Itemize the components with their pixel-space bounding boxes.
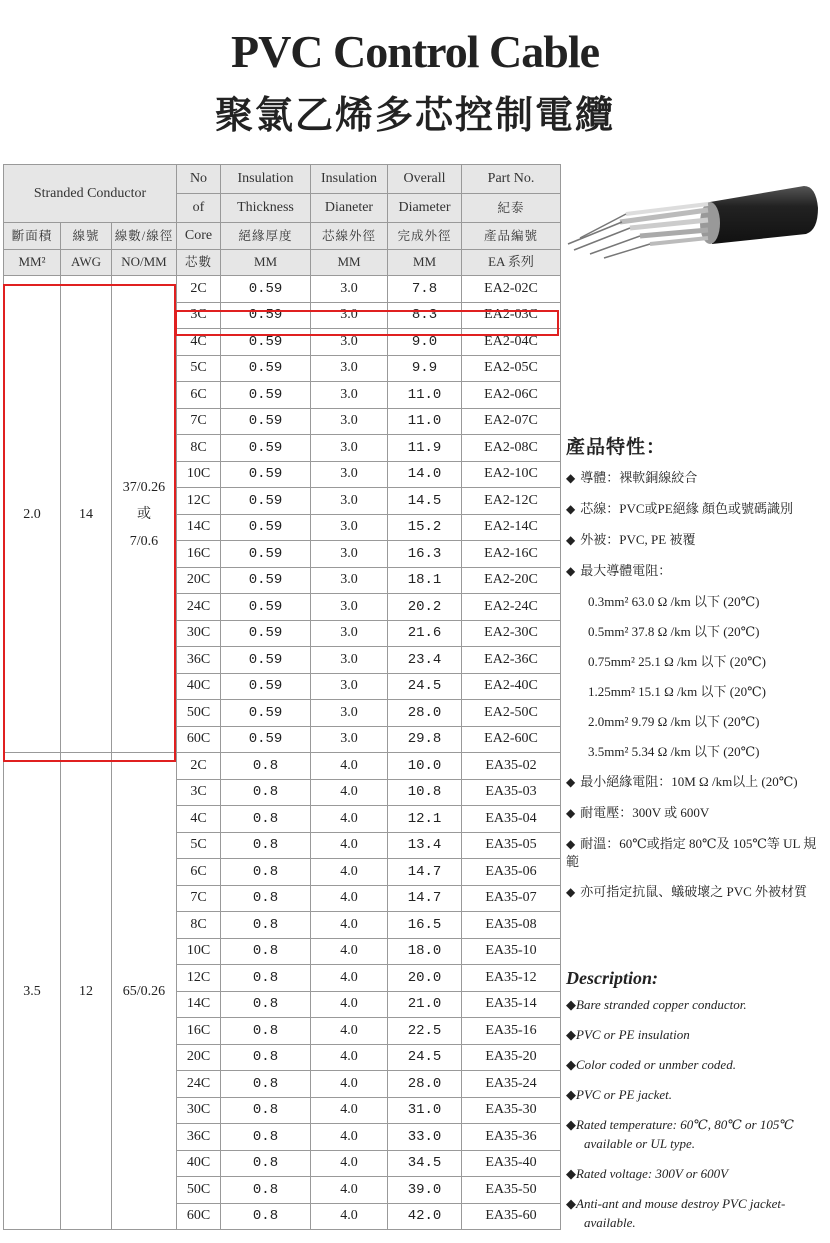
diamond-bullet-icon: ◆ <box>566 1027 576 1042</box>
cable-cross-section-icon <box>560 164 826 268</box>
cell-ins-thickness: 0.59 <box>221 620 311 647</box>
header-no: No <box>177 165 221 194</box>
cell-overall-diameter: 14.0 <box>388 461 462 488</box>
cell-ins-diameter: 3.0 <box>311 355 388 382</box>
cell-ins-diameter: 3.0 <box>311 726 388 753</box>
cell-ins-diameter: 3.0 <box>311 673 388 700</box>
diamond-bullet-icon: ◆ <box>566 1057 576 1072</box>
cell-part-no: EA35-07 <box>462 885 561 912</box>
cell-core: 36C <box>177 647 221 674</box>
cell-ins-thickness: 0.59 <box>221 514 311 541</box>
cell-ins-thickness: 0.8 <box>221 912 311 939</box>
header-unit-mm-overall: MM <box>388 249 462 276</box>
cell-core: 3C <box>177 779 221 806</box>
cell-part-no: EA2-20C <box>462 567 561 594</box>
cell-core: 16C <box>177 1018 221 1045</box>
cell-ins-diameter: 3.0 <box>311 329 388 356</box>
feature-item-text: 芯線：PVC或PE絕緣 顏色或號碼識別 <box>580 501 793 516</box>
cell-core: 8C <box>177 435 221 462</box>
cell-overall-diameter: 18.0 <box>388 938 462 965</box>
diamond-bullet-icon: ◆ <box>566 564 576 578</box>
cell-ins-thickness: 0.59 <box>221 302 311 329</box>
cell-overall-diameter: 14.7 <box>388 885 462 912</box>
cell-ins-thickness: 0.59 <box>221 276 311 303</box>
feature-item <box>566 804 828 822</box>
header-core: Core <box>177 223 221 250</box>
feature-item <box>566 883 828 901</box>
cell-part-no: EA2-60C <box>462 726 561 753</box>
cell-ins-diameter: 4.0 <box>311 1097 388 1124</box>
header-unit-core: 芯數 <box>177 249 221 276</box>
cell-ins-diameter: 3.0 <box>311 488 388 515</box>
cell-ins-diameter: 4.0 <box>311 885 388 912</box>
cell-ins-thickness: 0.8 <box>221 753 311 780</box>
cell-overall-diameter: 29.8 <box>388 726 462 753</box>
cell-core: 12C <box>177 965 221 992</box>
cell-core: 50C <box>177 700 221 727</box>
cell-ins-diameter: 3.0 <box>311 620 388 647</box>
cell-ins-diameter: 4.0 <box>311 859 388 886</box>
cell-core: 6C <box>177 382 221 409</box>
description-item-text: Anti-ant and mouse destroy PVC jacket-available. <box>576 1196 786 1230</box>
cell-core: 60C <box>177 726 221 753</box>
cell-core: 50C <box>177 1177 221 1204</box>
cell-overall-diameter: 15.2 <box>388 514 462 541</box>
cell-ins-diameter: 3.0 <box>311 567 388 594</box>
diamond-bullet-icon: ◆ <box>566 997 576 1012</box>
cell-ins-diameter: 4.0 <box>311 832 388 859</box>
resistance-item-text: 1.25mm² 15.1 Ω /km 以下 (20℃) <box>588 684 766 699</box>
strand-line: 37/0.26 <box>122 479 166 495</box>
cell-part-no: EA35-05 <box>462 832 561 859</box>
diamond-bullet-icon: ◆ <box>566 1087 576 1102</box>
cell-ins-thickness: 0.8 <box>221 1071 311 1098</box>
cell-overall-diameter: 14.7 <box>388 859 462 886</box>
cell-core: 14C <box>177 991 221 1018</box>
resistance-item-text: 2.0mm² 9.79 Ω /km 以下 (20℃) <box>588 714 760 729</box>
cell-area: 3.5 <box>4 753 61 1230</box>
cell-core: 8C <box>177 912 221 939</box>
cell-core: 36C <box>177 1124 221 1151</box>
cell-ins-diameter: 3.0 <box>311 382 388 409</box>
cell-core: 10C <box>177 461 221 488</box>
feature-item-text: 外被：PVC, PE 被覆 <box>580 532 696 547</box>
cell-core: 16C <box>177 541 221 568</box>
cell-overall-diameter: 28.0 <box>388 700 462 727</box>
cell-overall-diameter: 14.5 <box>388 488 462 515</box>
header-part-2: 紀泰 <box>462 194 561 223</box>
header-stranded: Stranded Conductor <box>4 165 177 223</box>
cell-ins-diameter: 3.0 <box>311 647 388 674</box>
cell-core: 2C <box>177 753 221 780</box>
cell-ins-diameter: 4.0 <box>311 938 388 965</box>
header-unit-awg: AWG <box>61 249 112 276</box>
header-unit-mm-thick: MM <box>221 249 311 276</box>
diamond-bullet-icon: ◆ <box>566 533 576 547</box>
cell-part-no: EA2-50C <box>462 700 561 727</box>
resistance-item-text: 0.3mm² 63.0 Ω /km 以下 (20℃) <box>588 594 760 609</box>
header-zh-strands: 線數/線徑 <box>112 223 177 250</box>
cell-core: 60C <box>177 1203 221 1230</box>
cell-ins-diameter: 3.0 <box>311 302 388 329</box>
cell-part-no: EA35-50 <box>462 1177 561 1204</box>
cell-ins-diameter: 3.0 <box>311 276 388 303</box>
cell-core: 3C <box>177 302 221 329</box>
feature-item-text: 耐電壓：300V 或 600V <box>580 805 710 820</box>
header-zh-gauge: 線號 <box>61 223 112 250</box>
cell-core: 14C <box>177 514 221 541</box>
diamond-bullet-icon: ◆ <box>566 775 576 789</box>
description-item <box>566 1025 828 1044</box>
header-overall-1: Overall <box>388 165 462 194</box>
description-item-text: Bare stranded copper conductor. <box>576 997 747 1012</box>
cell-ins-diameter: 4.0 <box>311 1203 388 1230</box>
cell-ins-diameter: 3.0 <box>311 514 388 541</box>
resistance-item <box>566 683 828 700</box>
cell-core: 30C <box>177 620 221 647</box>
cell-ins-diameter: 4.0 <box>311 1124 388 1151</box>
resistance-item <box>566 593 828 610</box>
cell-core: 12C <box>177 488 221 515</box>
cell-core: 24C <box>177 1071 221 1098</box>
cell-ins-diameter: 3.0 <box>311 435 388 462</box>
header-unit-ea: EA 系列 <box>462 249 561 276</box>
cell-part-no: EA35-02 <box>462 753 561 780</box>
feature-item-text: 最大導體電阻： <box>580 563 672 578</box>
cell-part-no: EA2-02C <box>462 276 561 303</box>
cell-ins-thickness: 0.8 <box>221 859 311 886</box>
strand-line: 或 <box>137 506 151 522</box>
cell-part-no: EA35-16 <box>462 1018 561 1045</box>
cell-part-no: EA2-16C <box>462 541 561 568</box>
cell-ins-thickness: 0.59 <box>221 329 311 356</box>
strand-line: 7/0.6 <box>129 533 159 549</box>
cell-part-no: EA35-40 <box>462 1150 561 1177</box>
header-unit-nomm: NO/MM <box>112 249 177 276</box>
cell-part-no: EA2-14C <box>462 514 561 541</box>
cell-awg: 14 <box>61 276 112 753</box>
cell-part-no: EA2-12C <box>462 488 561 515</box>
cell-part-no: EA35-06 <box>462 859 561 886</box>
cell-part-no: EA35-24 <box>462 1071 561 1098</box>
cell-part-no: EA35-10 <box>462 938 561 965</box>
cell-ins-diameter: 4.0 <box>311 965 388 992</box>
cell-core: 40C <box>177 1150 221 1177</box>
cell-core: 5C <box>177 355 221 382</box>
description-item-text: PVC or PE jacket. <box>576 1087 673 1102</box>
cell-overall-diameter: 20.2 <box>388 594 462 621</box>
cell-ins-diameter: 4.0 <box>311 806 388 833</box>
cell-core: 7C <box>177 408 221 435</box>
cell-ins-diameter: 3.0 <box>311 541 388 568</box>
description-item <box>566 1085 828 1104</box>
description-item <box>566 1055 828 1074</box>
cell-ins-thickness: 0.59 <box>221 488 311 515</box>
cell-ins-thickness: 0.59 <box>221 567 311 594</box>
diamond-bullet-icon: ◆ <box>566 885 576 899</box>
cell-core: 20C <box>177 1044 221 1071</box>
cell-overall-diameter: 33.0 <box>388 1124 462 1151</box>
cell-part-no: EA35-20 <box>462 1044 561 1071</box>
cell-part-no: EA2-30C <box>462 620 561 647</box>
header-overall-2: Diameter <box>388 194 462 223</box>
cell-ins-diameter: 4.0 <box>311 779 388 806</box>
cell-ins-diameter: 4.0 <box>311 753 388 780</box>
feature-item-text: 耐溫：60℃或指定 80℃及 105℃等 UL 規範 <box>566 836 817 869</box>
cell-part-no: EA2-10C <box>462 461 561 488</box>
spec-table <box>3 164 561 1230</box>
cell-core: 30C <box>177 1097 221 1124</box>
description-item <box>566 1194 828 1232</box>
feature-item <box>566 835 828 870</box>
cell-ins-diameter: 4.0 <box>311 1150 388 1177</box>
feature-item-text: 亦可指定抗鼠、蟻破壞之 PVC 外被材質 <box>580 884 808 899</box>
cell-part-no: EA2-03C <box>462 302 561 329</box>
cell-core: 6C <box>177 859 221 886</box>
resistance-item <box>566 653 828 670</box>
cell-core: 4C <box>177 329 221 356</box>
cell-overall-diameter: 10.8 <box>388 779 462 806</box>
cell-ins-thickness: 0.8 <box>221 885 311 912</box>
cell-core: 2C <box>177 276 221 303</box>
cell-overall-diameter: 8.3 <box>388 302 462 329</box>
cell-overall-diameter: 16.5 <box>388 912 462 939</box>
features-section <box>566 432 828 914</box>
header-ins-thick-1: Insulation <box>221 165 311 194</box>
cell-part-no: EA35-36 <box>462 1124 561 1151</box>
cell-strands: 65/0.26 <box>112 753 177 1230</box>
description-item-text: Rated voltage: 300V or 600V <box>576 1166 729 1181</box>
diamond-bullet-icon: ◆ <box>566 471 576 485</box>
cell-ins-diameter: 3.0 <box>311 408 388 435</box>
cell-ins-diameter: 4.0 <box>311 1044 388 1071</box>
cell-overall-diameter: 24.5 <box>388 1044 462 1071</box>
cell-ins-thickness: 0.59 <box>221 382 311 409</box>
resistance-item <box>566 713 828 730</box>
cell-ins-thickness: 0.8 <box>221 1177 311 1204</box>
header-of: of <box>177 194 221 223</box>
cell-part-no: EA2-08C <box>462 435 561 462</box>
header-zh-overall: 完成外徑 <box>388 223 462 250</box>
feature-item <box>566 469 828 487</box>
page-subtitle: 聚氯乙烯多芯控制電纜 <box>214 95 615 137</box>
cell-part-no: EA2-36C <box>462 647 561 674</box>
cell-overall-diameter: 18.1 <box>388 567 462 594</box>
description-section <box>566 968 828 1243</box>
header-zh-area: 斷面積 <box>4 223 61 250</box>
feature-item <box>566 500 828 518</box>
cell-ins-thickness: 0.59 <box>221 647 311 674</box>
cell-part-no: EA2-07C <box>462 408 561 435</box>
cell-ins-thickness: 0.8 <box>221 1203 311 1230</box>
diamond-bullet-icon: ◆ <box>566 806 576 820</box>
feature-item-text: 導體：裸軟銅線絞合 <box>580 470 698 485</box>
cell-ins-thickness: 0.8 <box>221 1044 311 1071</box>
cell-part-no: EA2-24C <box>462 594 561 621</box>
cell-overall-diameter: 9.9 <box>388 355 462 382</box>
cell-ins-thickness: 0.8 <box>221 1097 311 1124</box>
cell-part-no: EA2-06C <box>462 382 561 409</box>
cell-ins-diameter: 3.0 <box>311 700 388 727</box>
diamond-bullet-icon: ◆ <box>566 837 576 851</box>
page-title: PVC Control Cable <box>230 26 600 77</box>
cell-overall-diameter: 12.1 <box>388 806 462 833</box>
feature-item <box>566 562 828 580</box>
cell-overall-diameter: 21.0 <box>388 991 462 1018</box>
diamond-bullet-icon: ◆ <box>566 1117 576 1132</box>
description-item-text: PVC or PE insulation <box>576 1027 690 1042</box>
cell-overall-diameter: 11.9 <box>388 435 462 462</box>
description-item <box>566 1164 828 1183</box>
cell-part-no: EA35-60 <box>462 1203 561 1230</box>
cell-ins-diameter: 4.0 <box>311 1071 388 1098</box>
cell-core: 7C <box>177 885 221 912</box>
cell-part-no: EA2-40C <box>462 673 561 700</box>
cell-part-no: EA35-12 <box>462 965 561 992</box>
cell-ins-thickness: 0.8 <box>221 1124 311 1151</box>
cell-core: 40C <box>177 673 221 700</box>
cell-ins-diameter: 3.0 <box>311 594 388 621</box>
diamond-bullet-icon: ◆ <box>566 502 576 516</box>
cell-ins-thickness: 0.59 <box>221 541 311 568</box>
header-unit-mm-ins: MM <box>311 249 388 276</box>
diamond-bullet-icon: ◆ <box>566 1166 576 1181</box>
feature-item <box>566 773 828 791</box>
cell-ins-thickness: 0.8 <box>221 991 311 1018</box>
description-item-text: Rated temperature: 60℃, 80℃ or 105℃ available or UL type. <box>576 1117 794 1151</box>
cell-awg: 12 <box>61 753 112 1230</box>
cell-part-no: EA35-14 <box>462 991 561 1018</box>
cell-ins-thickness: 0.59 <box>221 408 311 435</box>
cell-overall-diameter: 39.0 <box>388 1177 462 1204</box>
cell-ins-thickness: 0.8 <box>221 938 311 965</box>
cell-overall-diameter: 7.8 <box>388 276 462 303</box>
cell-ins-thickness: 0.8 <box>221 779 311 806</box>
cell-overall-diameter: 13.4 <box>388 832 462 859</box>
cell-ins-thickness: 0.8 <box>221 832 311 859</box>
cell-ins-thickness: 0.59 <box>221 355 311 382</box>
header-unit-mm2: MM² <box>4 249 61 276</box>
cell-ins-thickness: 0.8 <box>221 806 311 833</box>
cell-ins-thickness: 0.8 <box>221 1018 311 1045</box>
resistance-item-text: 0.75mm² 25.1 Ω /km 以下 (20℃) <box>588 654 766 669</box>
cell-overall-diameter: 28.0 <box>388 1071 462 1098</box>
cell-ins-thickness: 0.59 <box>221 461 311 488</box>
cell-core: 5C <box>177 832 221 859</box>
cell-part-no: EA35-30 <box>462 1097 561 1124</box>
feature-item-text: 最小絕緣電阻：10M Ω /km以上 (20℃) <box>580 774 798 789</box>
cell-ins-thickness: 0.59 <box>221 673 311 700</box>
resistance-item <box>566 623 828 640</box>
cell-overall-diameter: 16.3 <box>388 541 462 568</box>
cell-overall-diameter: 20.0 <box>388 965 462 992</box>
header-zh-ins-dia: 芯線外徑 <box>311 223 388 250</box>
cell-ins-thickness: 0.8 <box>221 965 311 992</box>
header-ins-thick-2: Thickness <box>221 194 311 223</box>
feature-item <box>566 531 828 549</box>
header-ins-dia-2: Dianeter <box>311 194 388 223</box>
cell-overall-diameter: 42.0 <box>388 1203 462 1230</box>
header-ins-dia-1: Insulation <box>311 165 388 194</box>
cell-part-no: EA35-03 <box>462 779 561 806</box>
header-zh-part: 產品編號 <box>462 223 561 250</box>
features-title: 產品特性： <box>566 437 667 458</box>
cell-core: 20C <box>177 567 221 594</box>
cell-part-no: EA2-05C <box>462 355 561 382</box>
cell-part-no: EA35-08 <box>462 912 561 939</box>
cell-overall-diameter: 9.0 <box>388 329 462 356</box>
description-title: Description: <box>566 968 658 988</box>
cell-ins-diameter: 4.0 <box>311 991 388 1018</box>
cell-overall-diameter: 21.6 <box>388 620 462 647</box>
cell-overall-diameter: 31.0 <box>388 1097 462 1124</box>
description-item-text: Color coded or unmber coded. <box>576 1057 736 1072</box>
cell-overall-diameter: 11.0 <box>388 382 462 409</box>
resistance-item-text: 3.5mm² 5.34 Ω /km 以下 (20℃) <box>588 744 760 759</box>
cell-overall-diameter: 34.5 <box>388 1150 462 1177</box>
cell-strands <box>112 276 177 753</box>
cell-ins-diameter: 4.0 <box>311 1018 388 1045</box>
cell-ins-thickness: 0.8 <box>221 1150 311 1177</box>
description-item <box>566 995 828 1014</box>
description-item <box>566 1115 828 1153</box>
cell-core: 4C <box>177 806 221 833</box>
cell-core: 10C <box>177 938 221 965</box>
cell-ins-thickness: 0.59 <box>221 594 311 621</box>
table-row <box>4 276 561 303</box>
cell-part-no: EA2-04C <box>462 329 561 356</box>
cell-area: 2.0 <box>4 276 61 753</box>
table-row <box>4 753 561 780</box>
cell-ins-diameter: 3.0 <box>311 461 388 488</box>
cell-overall-diameter: 23.4 <box>388 647 462 674</box>
cell-overall-diameter: 24.5 <box>388 673 462 700</box>
cell-ins-thickness: 0.59 <box>221 700 311 727</box>
cell-part-no: EA35-04 <box>462 806 561 833</box>
header-part-1: Part No. <box>462 165 561 194</box>
cell-ins-thickness: 0.59 <box>221 726 311 753</box>
resistance-item-text: 0.5mm² 37.8 Ω /km 以下 (20℃) <box>588 624 760 639</box>
cell-overall-diameter: 22.5 <box>388 1018 462 1045</box>
cell-ins-diameter: 4.0 <box>311 1177 388 1204</box>
cell-ins-diameter: 4.0 <box>311 912 388 939</box>
cell-overall-diameter: 10.0 <box>388 753 462 780</box>
cable-image <box>560 164 826 268</box>
header-zh-ins-thick: 絕緣厚度 <box>221 223 311 250</box>
resistance-item <box>566 743 828 760</box>
diamond-bullet-icon: ◆ <box>566 1196 576 1211</box>
cell-core: 24C <box>177 594 221 621</box>
cell-overall-diameter: 11.0 <box>388 408 462 435</box>
cell-ins-thickness: 0.59 <box>221 435 311 462</box>
